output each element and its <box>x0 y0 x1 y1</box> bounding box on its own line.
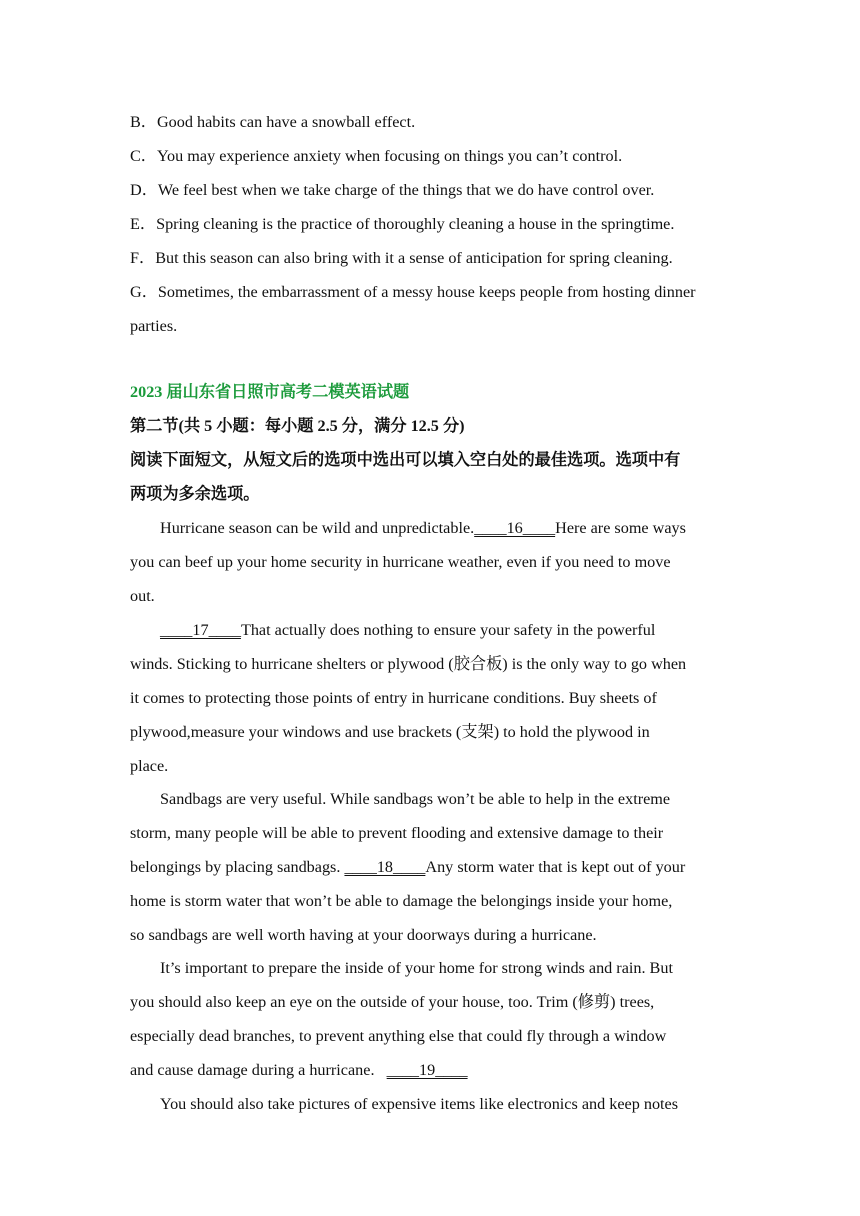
passage-line: out. <box>130 587 155 605</box>
passage-text: Hurricane season can be wild and unpredictable. <box>160 519 475 537</box>
passage-text: That actually does nothing to ensure your safety in the powerful <box>240 621 656 639</box>
passage-line: Sandbags are very useful. While sandbags won’t be able to help in the extreme <box>160 790 671 808</box>
option-d: D．We feel best when we take charge of the things that we do have control over. <box>130 181 655 199</box>
instructions-line-1: 阅读下面短文，从短文后的选项中选出可以填入空白处的最佳选项。选项中有 <box>130 451 681 469</box>
exam-title: 2023 届山东省日照市高考二模英语试题 <box>130 383 410 401</box>
passage-line: You should also take pictures of expensive items like electronics and keep notes <box>160 1095 679 1113</box>
passage-line: It’s important to prepare the inside of your home for strong winds and rain. But <box>160 959 673 977</box>
passage-text: and cause damage during a hurricane. <box>130 1061 387 1079</box>
option-c: C．You may experience anxiety when focusing on things you can’t control. <box>130 147 623 165</box>
blank-19: ____19____ <box>386 1061 468 1079</box>
option-f: F．But this season can also bring with it a sense of anticipation for spring cleaning. <box>130 249 673 267</box>
passage-line: plywood,measure your windows and use brackets (支架) to hold the plywood in <box>130 723 650 741</box>
instructions-line-2: 两项为多余选项。 <box>130 485 260 503</box>
passage-line: you can beef up your home security in hurricane weather, even if you need to move <box>130 553 671 571</box>
passage-line <box>130 857 685 877</box>
passage-line: winds. Sticking to hurricane shelters or plywood (胶合板) is the only way to go when <box>130 655 687 673</box>
passage-line: it comes to protecting those points of entry in hurricane conditions. Buy sheets of <box>130 689 657 707</box>
passage-line: so sandbags are well worth having at your doorways during a hurricane. <box>130 926 597 944</box>
blank-17: ____17____ <box>160 621 241 639</box>
passage-line: you should also keep an eye on the outside of your house, too. Trim (修剪) trees, <box>130 993 655 1011</box>
option-g-continued: parties. <box>130 317 178 335</box>
passage-line <box>130 1060 468 1080</box>
blank-16: ____16____ <box>474 519 556 537</box>
passage-line: storm, many people will be able to prevent flooding and extensive damage to their <box>130 824 664 842</box>
option-g: G．Sometimes, the embarrassment of a messy house keeps people from hosting dinner <box>130 283 696 301</box>
option-e: E．Spring cleaning is the practice of thoroughly cleaning a house in the springtime. <box>130 215 675 233</box>
blank-18: ____18____ <box>344 858 426 876</box>
passage-text: Here are some ways <box>555 519 686 537</box>
option-b: B．Good habits can have a snowball effect. <box>130 113 416 131</box>
passage-text: belongings by placing sandbags. <box>130 858 345 876</box>
passage-line <box>160 620 655 640</box>
passage-line <box>160 518 686 538</box>
passage-text: Any storm water that is kept out of your <box>425 858 686 876</box>
passage-line: place. <box>130 757 169 775</box>
passage-line: home is storm water that won’t be able to damage the belongings inside your home, <box>130 892 673 910</box>
passage-line: especially dead branches, to prevent anything else that could fly through a window <box>130 1027 667 1045</box>
section-title: 第二节(共 5 小题：每小题 2.5 分，满分 12.5 分) <box>130 417 465 435</box>
